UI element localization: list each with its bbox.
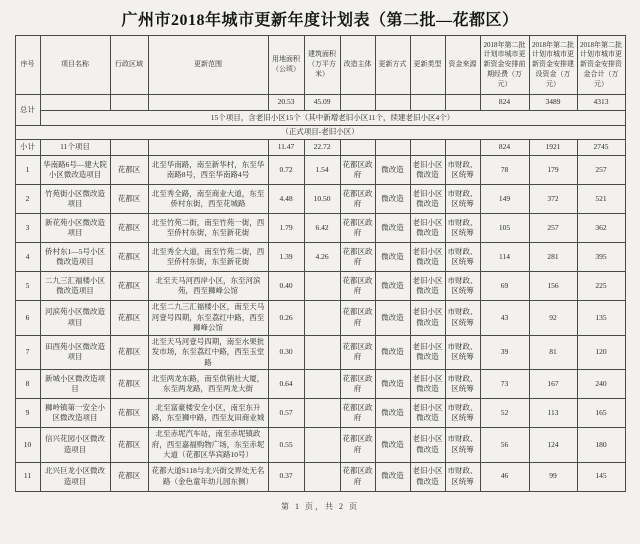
cell-land-area: 0.55 <box>268 428 304 463</box>
page-footer: 第 1 页，共 2 页 <box>281 501 359 511</box>
header-building-area: 建筑面积（万平方米） <box>304 36 340 95</box>
cell-funding: 市财政、区统筹 <box>445 428 480 463</box>
table-row <box>15 428 625 463</box>
cell-pre-funds: 39 <box>480 335 529 370</box>
cell-total-funds: 165 <box>577 399 625 428</box>
subtotal-empty-district <box>110 140 148 156</box>
cell-land-area: 0.26 <box>268 301 304 336</box>
cell-building-area <box>304 272 340 301</box>
header-row <box>15 36 625 95</box>
cell-district: 花都区 <box>110 399 148 428</box>
cell-construction-funds: 92 <box>529 301 577 336</box>
cell-seq: 7 <box>15 335 40 370</box>
cell-type: 老旧小区微改造 <box>410 243 445 272</box>
header-pre-funds: 2018年第二批计划市城市更新资金安排前期经费（万元） <box>480 36 529 95</box>
cell-project-name: 华南路6号—建大院小区微改造项目 <box>40 156 110 185</box>
cell-district: 花都区 <box>110 243 148 272</box>
table-row <box>15 301 625 336</box>
cell-subject: 花都区政府 <box>340 335 375 370</box>
subtotal-building-area: 22.72 <box>304 140 340 156</box>
cell-district: 花都区 <box>110 272 148 301</box>
cell-pre-funds: 69 <box>480 272 529 301</box>
cell-district: 花都区 <box>110 185 148 214</box>
subtotal-row <box>15 140 625 156</box>
table-row <box>15 185 625 214</box>
table-row <box>15 243 625 272</box>
cell-total-funds: 180 <box>577 428 625 463</box>
header-construction-funds: 2018年第二批计划市城市更新资金安排建设资金（万元） <box>529 36 577 95</box>
total-building-area: 45.09 <box>304 95 340 111</box>
table-header <box>15 36 625 95</box>
cell-total-funds: 395 <box>577 243 625 272</box>
cell-type: 老旧小区微改造 <box>410 399 445 428</box>
subtotal-empty-subject <box>340 140 375 156</box>
cell-method: 微改造 <box>375 214 410 243</box>
cell-seq: 8 <box>15 370 40 399</box>
cell-district: 花都区 <box>110 335 148 370</box>
total-empty-subject <box>340 95 375 111</box>
total-row <box>15 95 625 111</box>
cell-scope: 北至华南路，南至新华村，东至华南路8号，西至华南路4号 <box>148 156 268 185</box>
cell-scope: 北至赤坭汽车站，南至赤坭镇政府，西至嘉福购物广场，东至赤坭大道（花都区华宾路10号） <box>148 428 268 463</box>
cell-pre-funds: 149 <box>480 185 529 214</box>
cell-construction-funds: 81 <box>529 335 577 370</box>
cell-subject: 花都区政府 <box>340 301 375 336</box>
cell-project-name: 侨村东1—5号小区微改造项目 <box>40 243 110 272</box>
subtotal-name: 11个项目 <box>40 140 110 156</box>
cell-total-funds: 240 <box>577 370 625 399</box>
cell-funding: 市财政、区统筹 <box>445 301 480 336</box>
cell-type: 老旧小区微改造 <box>410 272 445 301</box>
cell-land-area: 0.37 <box>268 462 304 491</box>
cell-type: 老旧小区微改造 <box>410 428 445 463</box>
cell-scope: 北至二九三汇福楼小区，南至天马河壹号四期，东至荔红中路，西至狮峰公馆 <box>148 301 268 336</box>
cell-building-area <box>304 428 340 463</box>
section-row <box>15 126 625 140</box>
cell-construction-funds: 99 <box>529 462 577 491</box>
total-empty-type <box>410 95 445 111</box>
cell-land-area: 0.40 <box>268 272 304 301</box>
cell-project-name: 新城小区微改造项目 <box>40 370 110 399</box>
section-label: （正式项目-老旧小区） <box>15 126 625 140</box>
cell-land-area: 0.64 <box>268 370 304 399</box>
cell-seq: 5 <box>15 272 40 301</box>
page-title: 广州市2018年城市更新年度计划表（第二批—花都区） <box>121 12 519 29</box>
cell-project-name: 河滨苑小区微改造项目 <box>40 301 110 336</box>
table-row <box>15 272 625 301</box>
subtotal-empty-funding <box>445 140 480 156</box>
cell-project-name: 田西苑小区微改造项目 <box>40 335 110 370</box>
cell-scope: 北至富豪楼安全小区，南至东升路，东至狮中路，西至友田商业城 <box>148 399 268 428</box>
cell-building-area: 1.54 <box>304 156 340 185</box>
total-land-area: 20.53 <box>268 95 304 111</box>
cell-subject: 花都区政府 <box>340 462 375 491</box>
subtotal-total-funds: 2745 <box>577 140 625 156</box>
cell-subject: 花都区政府 <box>340 243 375 272</box>
cell-funding: 市财政、区统筹 <box>445 243 480 272</box>
cell-type: 老旧小区微改造 <box>410 335 445 370</box>
cell-pre-funds: 73 <box>480 370 529 399</box>
cell-type: 老旧小区微改造 <box>410 214 445 243</box>
cell-total-funds: 135 <box>577 301 625 336</box>
cell-type: 老旧小区微改造 <box>410 370 445 399</box>
subtotal-label: 小计 <box>15 140 40 156</box>
cell-pre-funds: 43 <box>480 301 529 336</box>
cell-scope: 北至秀全路，南至商业大道，东至侨村东街，西至花城路 <box>148 185 268 214</box>
plan-table <box>15 35 626 492</box>
cell-construction-funds: 156 <box>529 272 577 301</box>
cell-district: 花都区 <box>110 370 148 399</box>
cell-total-funds: 120 <box>577 335 625 370</box>
cell-construction-funds: 179 <box>529 156 577 185</box>
cell-funding: 市财政、区统筹 <box>445 156 480 185</box>
cell-construction-funds: 281 <box>529 243 577 272</box>
cell-method: 微改造 <box>375 185 410 214</box>
cell-project-name: 新花苑小区微改造项目 <box>40 214 110 243</box>
cell-method: 微改造 <box>375 243 410 272</box>
header-district: 行政区域 <box>110 36 148 95</box>
cell-method: 微改造 <box>375 462 410 491</box>
cell-method: 微改造 <box>375 272 410 301</box>
summary-rows <box>15 95 625 156</box>
cell-funding: 市财政、区统筹 <box>445 399 480 428</box>
subtotal-land-area: 11.47 <box>268 140 304 156</box>
cell-pre-funds: 46 <box>480 462 529 491</box>
table-row <box>15 462 625 491</box>
cell-land-area: 0.57 <box>268 399 304 428</box>
cell-building-area: 4.26 <box>304 243 340 272</box>
table-row <box>15 335 625 370</box>
cell-district: 花都区 <box>110 462 148 491</box>
cell-scope: 北至两龙东路，南至供销社大厦，东至两龙路，西至两龙大街 <box>148 370 268 399</box>
cell-pre-funds: 56 <box>480 428 529 463</box>
cell-total-funds: 257 <box>577 156 625 185</box>
table-row <box>15 214 625 243</box>
cell-district: 花都区 <box>110 428 148 463</box>
cell-pre-funds: 105 <box>480 214 529 243</box>
header-total-funds: 2018年第二批计划市城市更新资金安排资金合计（万元） <box>577 36 625 95</box>
cell-building-area: 6.42 <box>304 214 340 243</box>
cell-project-name: 竹苑街小区微改造项目 <box>40 185 110 214</box>
cell-project-name: 二九三汇福楼小区微改造项目 <box>40 272 110 301</box>
cell-land-area: 1.79 <box>268 214 304 243</box>
total-pre-funds: 824 <box>480 95 529 111</box>
total-construction-funds: 3489 <box>529 95 577 111</box>
cell-type: 老旧小区微改造 <box>410 301 445 336</box>
total-empty-name <box>40 95 110 111</box>
cell-construction-funds: 124 <box>529 428 577 463</box>
cell-scope: 北至竹苑二街，南至竹苑一街，西至侨村东街，东至新花街 <box>148 214 268 243</box>
cell-building-area <box>304 301 340 336</box>
header-seq: 序号 <box>15 36 40 95</box>
cell-subject: 花都区政府 <box>340 156 375 185</box>
cell-construction-funds: 257 <box>529 214 577 243</box>
total-empty-district <box>110 95 148 111</box>
total-empty-method <box>375 95 410 111</box>
cell-building-area <box>304 370 340 399</box>
cell-method: 微改造 <box>375 399 410 428</box>
cell-land-area: 0.30 <box>268 335 304 370</box>
cell-type: 老旧小区微改造 <box>410 185 445 214</box>
subtotal-pre-funds: 824 <box>480 140 529 156</box>
cell-method: 微改造 <box>375 370 410 399</box>
total-note: 15个项目，含老旧小区15个（其中新增老旧小区11个，续建老旧小区4个） <box>40 111 625 126</box>
cell-project-name: 北兴巨龙小区微改造项目 <box>40 462 110 491</box>
cell-land-area: 0.72 <box>268 156 304 185</box>
cell-total-funds: 145 <box>577 462 625 491</box>
cell-total-funds: 362 <box>577 214 625 243</box>
subtotal-construction-funds: 1921 <box>529 140 577 156</box>
cell-subject: 花都区政府 <box>340 214 375 243</box>
table-row <box>15 399 625 428</box>
subtotal-empty-method <box>375 140 410 156</box>
cell-district: 花都区 <box>110 214 148 243</box>
cell-method: 微改造 <box>375 428 410 463</box>
cell-subject: 花都区政府 <box>340 370 375 399</box>
cell-type: 老旧小区微改造 <box>410 156 445 185</box>
cell-subject: 花都区政府 <box>340 272 375 301</box>
cell-scope: 北至天马河壹号四期，南至水果批发市场，东至荔红中路，西至玉堂路 <box>148 335 268 370</box>
header-land-area: 用地面积（公顷） <box>268 36 304 95</box>
cell-method: 微改造 <box>375 335 410 370</box>
cell-seq: 6 <box>15 301 40 336</box>
cell-land-area: 4.48 <box>268 185 304 214</box>
project-rows <box>15 156 625 492</box>
cell-funding: 市财政、区统筹 <box>445 214 480 243</box>
subtotal-empty-type <box>410 140 445 156</box>
header-project-name: 项目名称 <box>40 36 110 95</box>
cell-funding: 市财政、区统筹 <box>445 462 480 491</box>
cell-district: 花都区 <box>110 301 148 336</box>
cell-building-area <box>304 335 340 370</box>
cell-funding: 市财政、区统筹 <box>445 370 480 399</box>
subtotal-empty-scope <box>148 140 268 156</box>
header-method: 更新方式 <box>375 36 410 95</box>
cell-subject: 花都区政府 <box>340 428 375 463</box>
cell-scope: 北至秀全大道，南至竹苑二街，西至侨村东街，东至新花街 <box>148 243 268 272</box>
cell-construction-funds: 372 <box>529 185 577 214</box>
cell-project-name: 狮岭镇第一安全小区微改造项目 <box>40 399 110 428</box>
cell-scope: 北至天马河西岸小区，东至河滨苑，西至狮峰公馆 <box>148 272 268 301</box>
cell-method: 微改造 <box>375 301 410 336</box>
table-row <box>15 156 625 185</box>
cell-pre-funds: 114 <box>480 243 529 272</box>
header-type: 更新类型 <box>410 36 445 95</box>
cell-seq: 1 <box>15 156 40 185</box>
cell-seq: 3 <box>15 214 40 243</box>
cell-building-area: 10.50 <box>304 185 340 214</box>
table-row <box>15 370 625 399</box>
cell-total-funds: 521 <box>577 185 625 214</box>
total-label: 总计 <box>15 95 40 126</box>
cell-project-name: 信兴花园小区微改造项目 <box>40 428 110 463</box>
cell-seq: 10 <box>15 428 40 463</box>
cell-funding: 市财政、区统筹 <box>445 335 480 370</box>
cell-type: 老旧小区微改造 <box>410 462 445 491</box>
total-total-funds: 4313 <box>577 95 625 111</box>
total-empty-scope <box>148 95 268 111</box>
cell-method: 微改造 <box>375 156 410 185</box>
cell-seq: 11 <box>15 462 40 491</box>
cell-subject: 花都区政府 <box>340 399 375 428</box>
header-scope: 更新范围 <box>148 36 268 95</box>
cell-building-area <box>304 462 340 491</box>
header-funding-source: 资金来源 <box>445 36 480 95</box>
total-note-row <box>15 111 625 126</box>
cell-building-area <box>304 399 340 428</box>
cell-pre-funds: 78 <box>480 156 529 185</box>
cell-seq: 9 <box>15 399 40 428</box>
cell-scope: 花都大道S118与北兴街交界处无名路（金色童年幼儿园东侧） <box>148 462 268 491</box>
cell-land-area: 1.39 <box>268 243 304 272</box>
cell-total-funds: 225 <box>577 272 625 301</box>
cell-seq: 4 <box>15 243 40 272</box>
cell-funding: 市财政、区统筹 <box>445 272 480 301</box>
header-subject: 改造主体 <box>340 36 375 95</box>
cell-district: 花都区 <box>110 156 148 185</box>
cell-funding: 市财政、区统筹 <box>445 185 480 214</box>
cell-seq: 2 <box>15 185 40 214</box>
cell-construction-funds: 113 <box>529 399 577 428</box>
total-empty-funding <box>445 95 480 111</box>
cell-construction-funds: 167 <box>529 370 577 399</box>
cell-subject: 花都区政府 <box>340 185 375 214</box>
cell-pre-funds: 52 <box>480 399 529 428</box>
